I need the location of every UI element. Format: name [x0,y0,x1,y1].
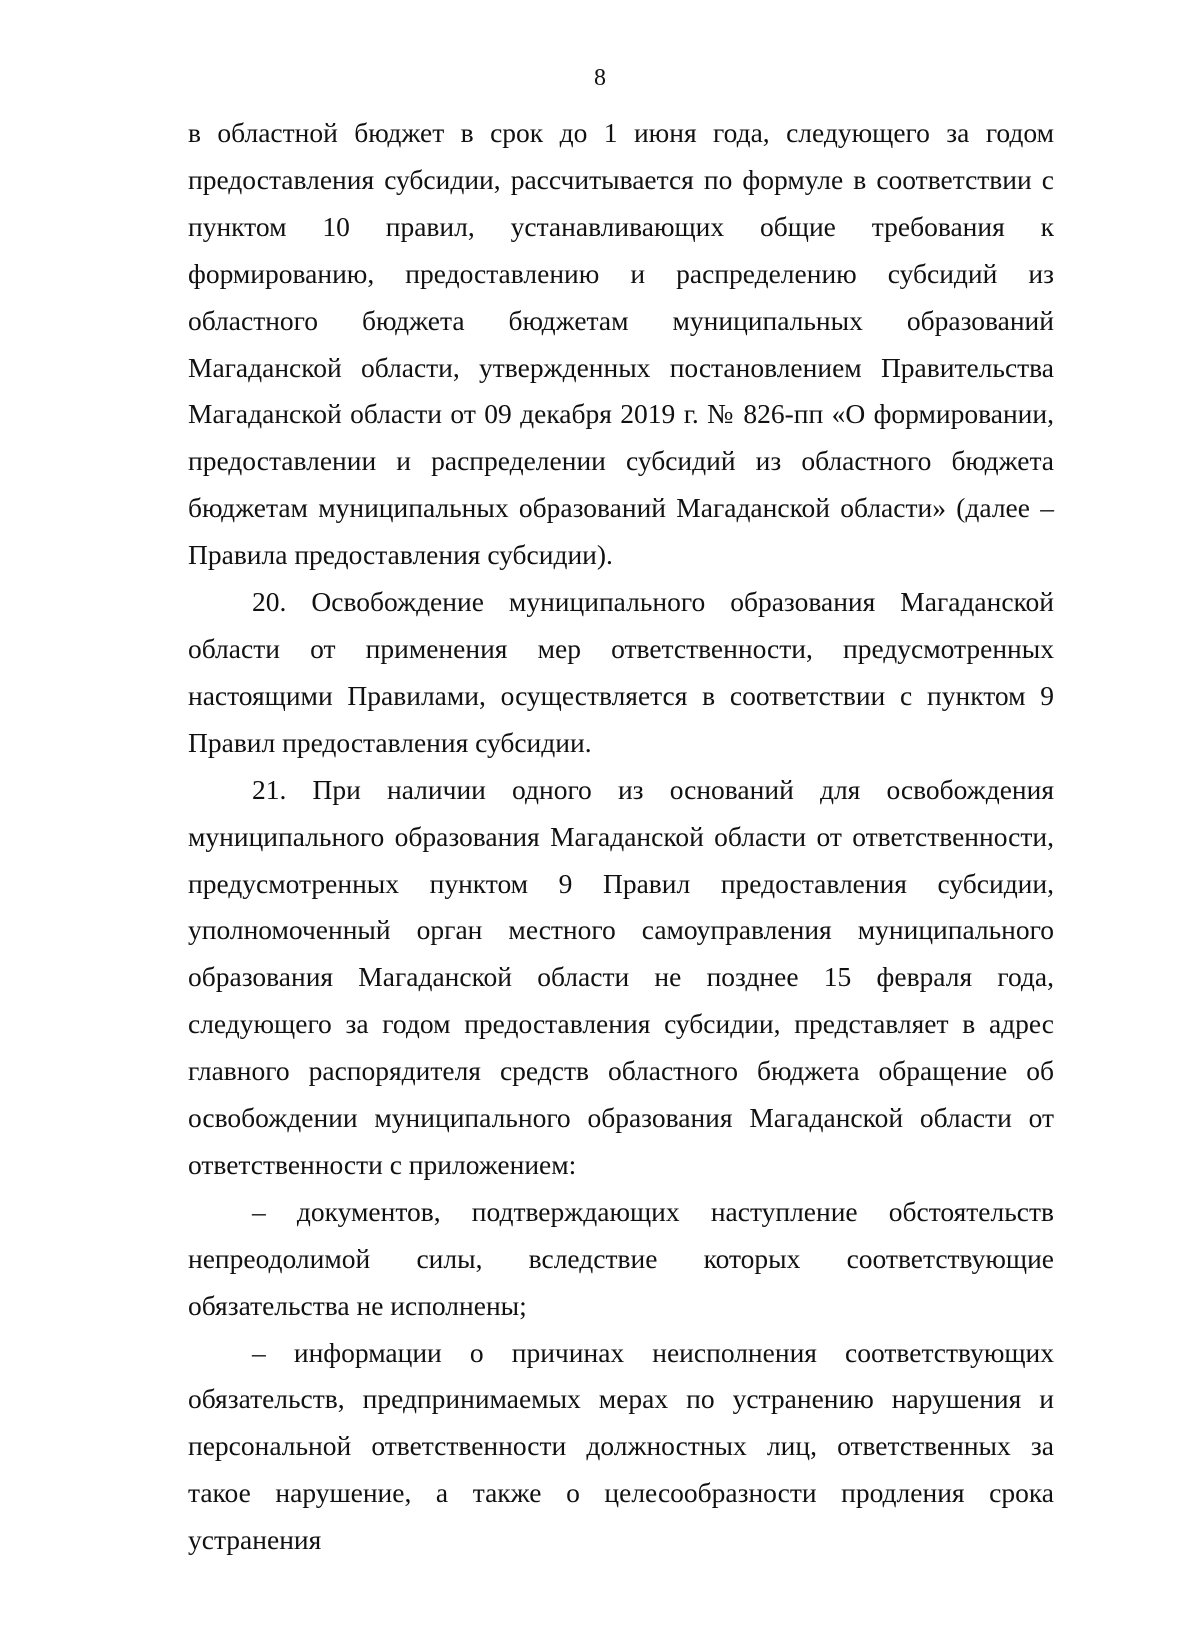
paragraph-item-20: 20. Освобождение муниципального образования Магаданской области от применения мер ответственности, предусмотренных настоящими Правилами, осуществляется в соответствии с пунктом 9 Правил предоставления субсидии. [188,586,1054,758]
page-number: 8 [594,65,606,91]
paragraph-continuation: в областной бюджет в срок до 1 июня года, следующего за годом предоставления субсидии, рассчитывается по формуле в соответствии с пунктом 10 правил, устанавливающих общие требования к формированию, предоставлению и распределению субсидий из областного бюджета бюджетам муниципальных образований Магаданской области, утвержденных постановлением Правительства Магаданской области от 09 декабря 2019 г. № 826-пп «О формировании, предоставлении и распределении субсидий из областного бюджета бюджетам муниципальных образований Магаданской области» (далее – Правила предоставления субсидии). [188,117,1054,571]
document-body [188,110,1054,1564]
paragraph-item-21: 21. При наличии одного из оснований для освобождения муниципального образования Магаданской области от ответственности, предусмотренных пунктом 9 Правил предоставления субсидии, уполномоченный орган местного самоуправления муниципального образования Магаданской области не позднее 15 февраля года, следующего за годом предоставления субсидии, представляет в адрес главного распорядителя средств областного бюджета обращение об освобождении муниципального образования Магаданской области от ответственности с приложением: [188,773,1054,1180]
list-item-documents: – документов, подтверждающих наступление обстоятельств непреодолимой силы, вследствие которых соответствующие обязательства не исполнены; [188,1195,1054,1321]
list-item-information: – информации о причинах неисполнения соответствующих обязательств, предпринимаемых мерах по устранению нарушения и персональной ответственности должностных лиц, ответственных за такое нарушение, а также о целесообразности продления срока устранения [188,1336,1054,1556]
